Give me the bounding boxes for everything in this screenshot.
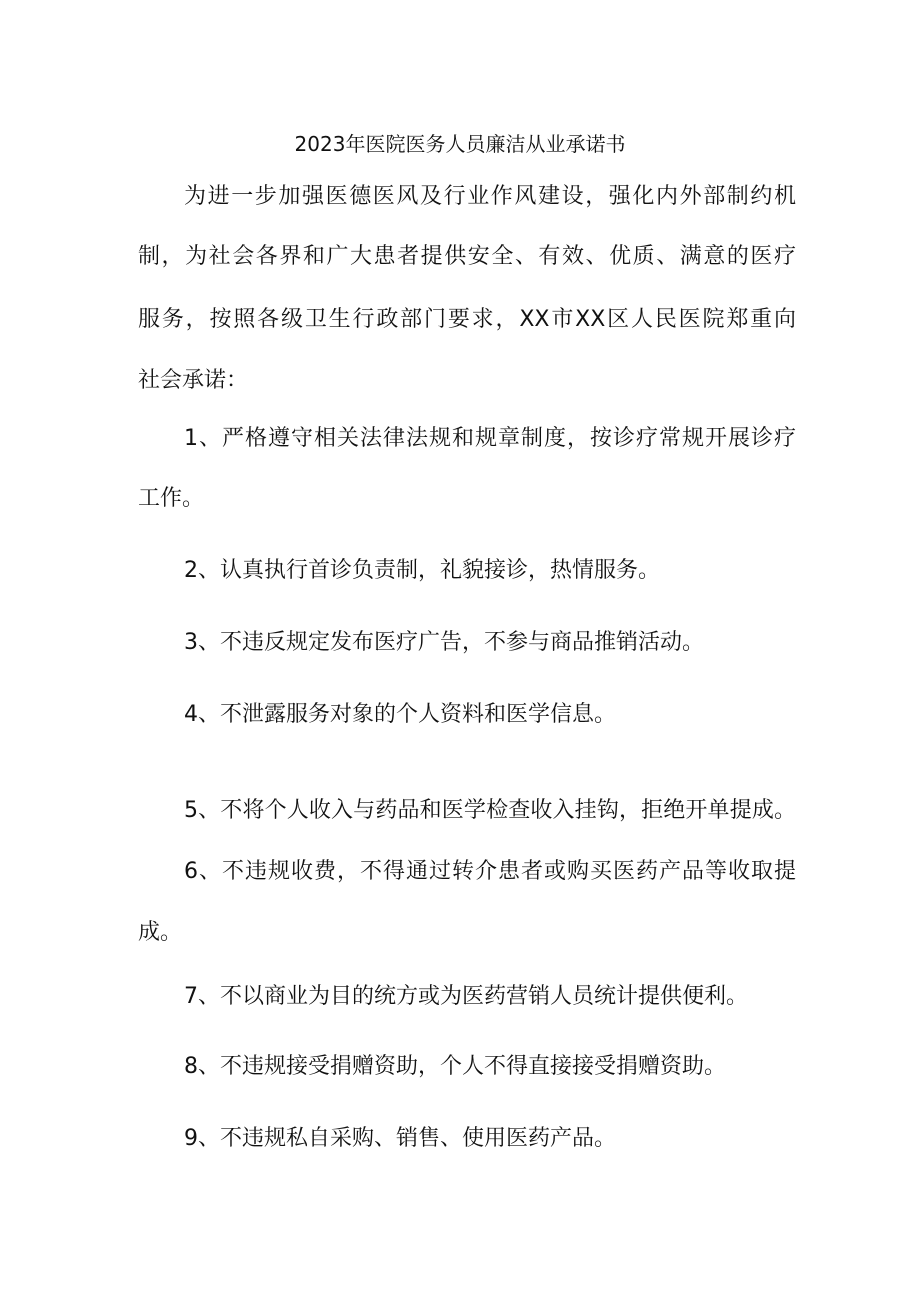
item-6-line-1: 6、不违规收费，不得通过转介患者或购买医药产品等收取提 — [184, 859, 796, 884]
item-1-line-2: 工作。 — [138, 486, 205, 511]
item-3: 3、不违反规定发布医疗广告，不参与商品推销活动。 — [184, 630, 704, 655]
item-7: 7、不以商业为目的统方或为医药营销人员统计提供便利。 — [184, 984, 748, 1009]
item-1-line-1: 1、严格遵守相关法律法规和规章制度，按诊疗常规开展诊疗 — [184, 426, 796, 451]
item-6-line-2: 成。 — [138, 920, 183, 945]
item-9: 9、不违规私自采购、销售、使用医药产品。 — [184, 1126, 616, 1151]
document-title: 2023年医院医务人员廉洁从业承诺书 — [294, 132, 626, 156]
intro-line-1: 为进一步加强医德医风及行业作风建设，强化内外部制约机 — [184, 184, 796, 209]
intro-line-2: 制，为社会各界和广大患者提供安全、有效、优质、满意的医疗 — [138, 244, 796, 269]
item-2: 2、认真执行首诊负责制，礼貌接诊，热情服务。 — [184, 558, 660, 583]
item-5: 5、不将个人收入与药品和医学检查收入挂钩，拒绝开单提成。 — [184, 798, 796, 823]
intro-line-4: 社会承诺： — [138, 368, 249, 393]
intro-line-3: 服务，按照各级卫生行政部门要求，XX市XX区人民医院郑重向 — [138, 307, 796, 332]
item-8: 8、不违规接受捐赠资助，个人不得直接接受捐赠资助。 — [184, 1054, 726, 1079]
item-4: 4、不泄露服务对象的个人资料和医学信息。 — [184, 702, 616, 727]
